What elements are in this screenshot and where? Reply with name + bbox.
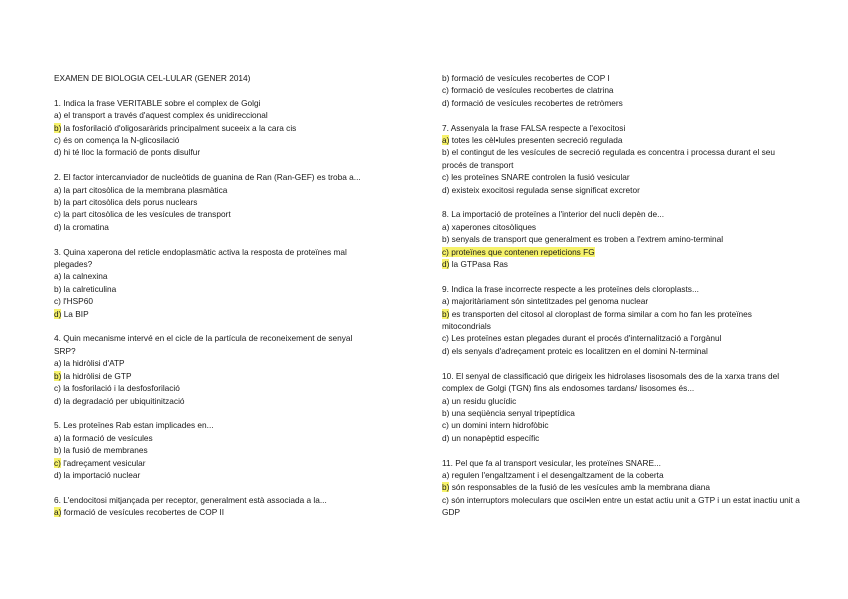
- question-6: [54, 494, 399, 519]
- option-c: c) la part citosòlica de les vesícules de transport: [54, 209, 231, 220]
- question-9: [442, 283, 800, 357]
- option-d: [442, 258, 800, 270]
- option-c: c) les proteïnes SNARE controlen la fusió vesicular: [442, 172, 630, 183]
- question-7: [442, 122, 800, 196]
- answer-highlight: d): [442, 259, 450, 270]
- option-a: a) la formació de vesícules: [54, 432, 153, 443]
- question-stem: 11. Pel que fa al transport vesicular, les proteïnes SNARE...: [442, 457, 661, 468]
- option-text: la fosforilació d'oligosaràrids principalment suceeix a la cara cis: [61, 122, 297, 133]
- answer-highlight: a): [442, 135, 450, 146]
- question-stem: 10. El senyal de classificació que dirigeix les hidrolases lisosomals des de la xarxa trans del complex de Golgi (TGN) fins als endosomes tardans/ lisosomes és...: [442, 370, 780, 394]
- answer-highlight: c): [54, 457, 61, 468]
- question-6-continued: [442, 72, 800, 109]
- question-stem: 9. Indica la frase incorrecte respecte a les proteïnes dels cloroplasts...: [442, 283, 699, 294]
- option-d: d) els senyals d'adreçament proteic es localitzen en el domini N-terminal: [442, 345, 708, 356]
- option-c: c) són interruptors moleculars que oscil•len entre un estat actiu unit a GTP i un estat inactiu unit a GDP: [442, 494, 800, 518]
- option-a: a) la hidròlisi d'ATP: [54, 358, 125, 369]
- question-8: [442, 208, 800, 270]
- option-c: c) la fosforilació i la desfosforilació: [54, 383, 180, 394]
- option-text: la hidròlisi de GTP: [61, 370, 132, 381]
- option-d: d) un nonapèptid específic: [442, 432, 540, 443]
- option-b: [442, 481, 800, 493]
- option-c: c) un domini intern hidrofòbic: [442, 420, 549, 431]
- question-stem-continued: plegades?: [54, 259, 93, 270]
- option-text: la GTPasa Ras: [449, 259, 508, 270]
- question-11: [442, 457, 800, 519]
- option-c: [442, 246, 800, 258]
- option-d: d) hi té lloc la formació de ponts disulfur: [54, 147, 201, 158]
- option-text: totes les cèl•lules presenten secreció regulada: [449, 135, 623, 146]
- option-b: b) formació de vesícules recobertes de COP I: [442, 73, 610, 83]
- option-a: a) la part citosòlica de la membrana plasmàtica: [54, 184, 228, 195]
- option-c: c) Les proteïnes estan plegades durant el procés d'internalització a l'orgànul: [442, 333, 722, 344]
- question-2: [54, 171, 399, 233]
- option-b: [54, 370, 399, 382]
- option-c: c) formació de vesícules recobertes de clatrina: [442, 85, 614, 96]
- option-d: d) la importació nuclear: [54, 469, 141, 480]
- question-stem-continued: SRP?: [54, 345, 76, 356]
- option-text: formació de vesícules recobertes de COP II: [61, 507, 225, 518]
- option-text: l'adreçament vesicular: [60, 457, 146, 468]
- question-stem: 3. Quina xaperona del reticle endoplasmàtic activa la resposta de proteïnes mal: [54, 246, 347, 257]
- option-c: c) l'HSP60: [54, 296, 93, 307]
- option-text: són responsables de la fusió de les vesícules amb la membrana diana: [449, 482, 710, 493]
- question-stem: 5. Les proteïnes Rab estan implicades en...: [54, 420, 214, 431]
- option-d: [54, 308, 399, 320]
- option-d: d) formació de vesícules recobertes de retròmers: [442, 97, 623, 108]
- option-a: a) el transport a través d'aquest complex és unidireccional: [54, 110, 268, 121]
- option-b: b) la fusió de membranes: [54, 445, 148, 456]
- question-1: [54, 97, 399, 159]
- answer-highlight: a): [54, 507, 62, 518]
- option-d: d) existeix exocitosi regulada sense significat excretor: [442, 184, 640, 195]
- option-c: c) és on comença la N-glicosilació: [54, 135, 180, 146]
- question-4: [54, 332, 399, 406]
- option-c: [54, 457, 399, 469]
- option-b: b) la calreticulina: [54, 283, 117, 294]
- question-stem: 4. Quin mecanisme intervé en el cicle de la partícula de reconeixement de senyal: [54, 333, 353, 344]
- answer-highlight: b): [442, 308, 450, 319]
- answer-highlight: b): [442, 482, 450, 493]
- option-text: es transporten del citosol al cloroplast de forma similar a com ho fan les proteïnes mitocondrials: [442, 308, 752, 332]
- question-5: [54, 419, 399, 481]
- option-a: a) un residu glucídic: [442, 395, 517, 406]
- answer-highlight: b): [54, 122, 62, 133]
- option-a: [54, 506, 399, 518]
- question-10: [442, 370, 800, 444]
- option-b: b) una seqüència senyal tripeptídica: [442, 407, 575, 418]
- option-a: a) la calnexina: [54, 271, 108, 282]
- option-b: b) senyals de transport que generalment es troben a l'extrem amino-terminal: [442, 234, 724, 245]
- question-stem: 2. El factor intercanviador de nucleòtids de guanina de Ran (Ran-GEF) es troba a...: [54, 172, 361, 183]
- option-a: a) regulen l'engaltzament i el desengaltzament de la coberta: [442, 469, 664, 480]
- option-a: a) xaperones citosòliques: [442, 221, 537, 232]
- question-3: [54, 246, 399, 320]
- option-d: d) la cromatina: [54, 221, 109, 232]
- option-b: b) el contingut de les vesícules de secreció regulada es concentra i processa durant el seu procés de transport: [442, 147, 775, 170]
- answer-highlight: d): [54, 308, 62, 319]
- option-text: La BIP: [61, 308, 89, 319]
- right-column: [442, 72, 800, 519]
- question-stem: 8. La importació de proteïnes a l'interior del nucli depèn de...: [442, 209, 665, 220]
- exam-title: EXAMEN DE BIOLOGIA CEL-LULAR (GENER 2014): [54, 73, 251, 83]
- option-a: [442, 134, 800, 146]
- answer-highlight: c) proteïnes que contenen repeticions FG: [442, 246, 595, 257]
- left-column: [54, 72, 399, 519]
- option-b: [54, 122, 399, 134]
- question-stem: 1. Indica la frase VERITABLE sobre el complex de Golgi: [54, 97, 261, 108]
- option-b: [442, 308, 800, 333]
- option-d: d) la degradació per ubiquitinització: [54, 395, 185, 406]
- option-b: b) la part citosòlica dels porus nuclears: [54, 197, 198, 208]
- answer-highlight: b): [54, 370, 62, 381]
- question-stem: 6. L'endocitosi mitjançada per receptor, generalment està associada a la...: [54, 494, 327, 505]
- question-stem: 7. Assenyala la frase FALSA respecte a l'exocitosi: [442, 122, 626, 133]
- option-a: a) majoritàriament són sintetitzades pel genoma nuclear: [442, 296, 649, 307]
